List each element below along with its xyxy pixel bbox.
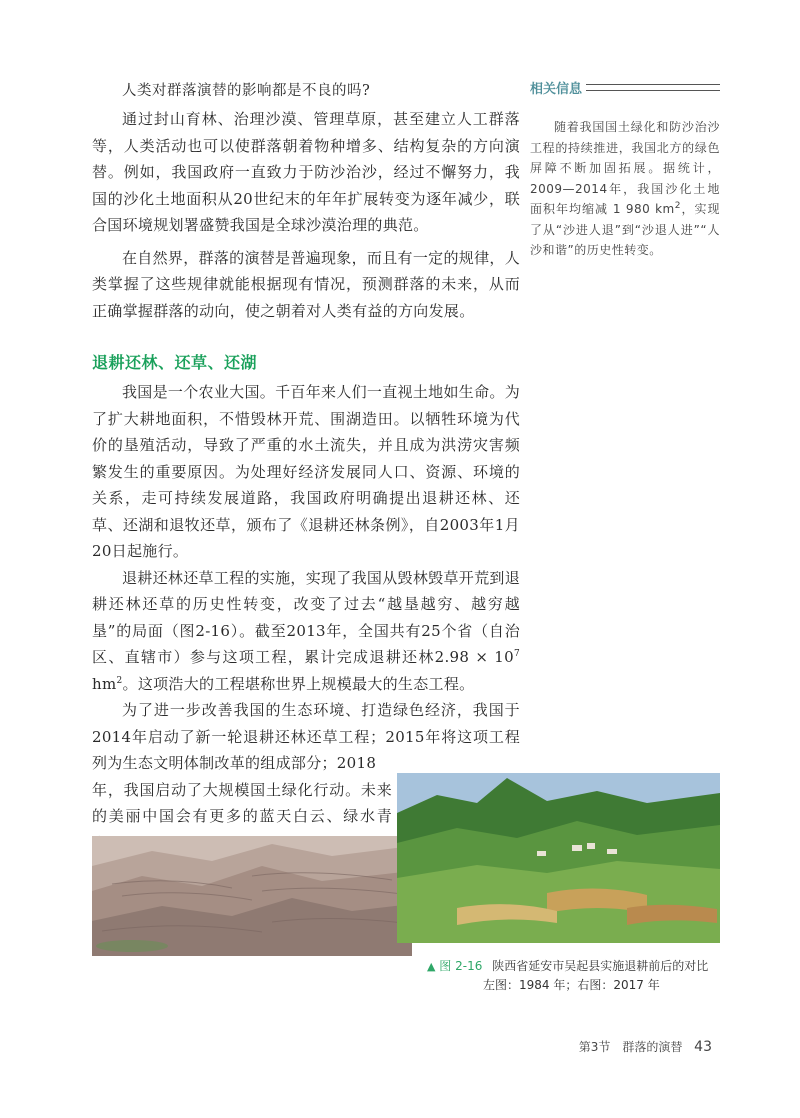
caption-text-1: 陕西省延安市吴起县实施退耕前后的对比 [492, 959, 709, 973]
paragraph-4-exponent-1: 7 [513, 649, 520, 659]
paragraph-5: 为了进一步改善我国的生态环境、打造绿色经济，我国于2014年启动了新一轮退耕还林还草工程；2015年将这项工程列为生态文明体制改革的组成部分；2018 [92, 701, 520, 772]
section-title: 退耕还林、还草、还湖 [92, 353, 258, 372]
barren-hills-illustration [92, 836, 412, 956]
paragraph-4-text-c: 。这项浩大的工程堪称世界上规模最大的生态工程。 [122, 674, 475, 693]
photo-1984-barren-hills [92, 836, 412, 956]
paragraph-4-text-b: hm [92, 674, 117, 693]
sidebar-text-a: 随着我国国土绿化和防沙治沙工程的持续推进，我国北方的绿色屏障不断加固拓展。据统计，2009—2014年，我国沙化土地面积年均缩减 1 980 km [530, 120, 720, 216]
photo-2017-green-hills [397, 773, 720, 943]
sidebar-text-b: ，实现了从“沙进人退”到“沙退人进”“人沙和谐”的历史性转变。 [530, 202, 720, 257]
paragraph-1: 通过封山育林、治理沙漠、管理草原，甚至建立人工群落等，人类活动也可以使群落朝着物种增多、结构复杂的方向演替。例如，我国政府一直致力于防沙治沙，经过不懈努力，我国的沙化土地面积从20世纪末的年年扩展转变为逐年减少，联合国环境规划署盛赞我国是全球沙漠治理的典范。 [92, 110, 520, 234]
paragraph-4 [92, 565, 520, 698]
sidebar-text [530, 117, 720, 261]
caption-text-2: 左图：1984 年；右图：2017 年 [483, 978, 660, 992]
question-subheading: 人类对群落演替的影响都是不良的吗? [122, 83, 371, 99]
triangle-icon: ▲ [427, 960, 436, 973]
figure-caption [427, 957, 727, 994]
footer-section-title: 第3节 群落的演替 [578, 1040, 683, 1054]
paragraph-3: 我国是一个农业大国。千百年来人们一直视土地如生命。为了扩大耕地面积，不惜毁林开荒、围湖造田。以牺牲环境为代价的垦殖活动，导致了严重的水土流失，并且成为洪涝灾害频繁发生的重要原因。为处理好经济发展同人口、资源、环境的关系，走可持续发展道路，我国政府明确提出退耕还林、还草、还湖和退牧还草，颁布了《退耕还林条例》，自2003年1月20日起施行。 [92, 383, 520, 560]
paragraph-5-continued: 年，我国启动了大规模国土绿化行动。未来的美丽中国会有更多的蓝天白云、绿水青 [92, 780, 392, 825]
sidebar-heading: 相关信息 [530, 82, 583, 97]
related-info-sidebar [530, 78, 720, 273]
paragraph-4-text-a: 退耕还林还草工程的实施，实现了我国从毁林毁草开荒到退耕还林还草的历史性转变，改变了过去“越垦越穷、越穷越垦”的局面（图2-16）。截至2013年，全国共有25个省（自治区、直辖市）参与这项工程，累计完成退耕还林2.98 × 10 [92, 568, 520, 666]
page-number: 43 [694, 1039, 712, 1055]
page-footer [579, 1038, 712, 1055]
sidebar-exponent: 2 [674, 201, 681, 211]
green-hills-illustration [397, 773, 720, 943]
paragraph-4-exponent-2: 2 [116, 675, 123, 686]
main-column [92, 78, 520, 856]
sidebar-rule [586, 84, 720, 91]
sidebar-header [530, 78, 720, 97]
caption-line-1 [427, 957, 727, 976]
paragraph-2: 在自然界，群落的演替是普遍现象，而且有一定的规律，人类掌握了这些规律就能根据现有情况，预测群落的未来，从而正确掌握群落的动向，使之朝着对人类有益的方向发展。 [92, 248, 520, 320]
figure-number: 图 2-16 [439, 959, 483, 973]
